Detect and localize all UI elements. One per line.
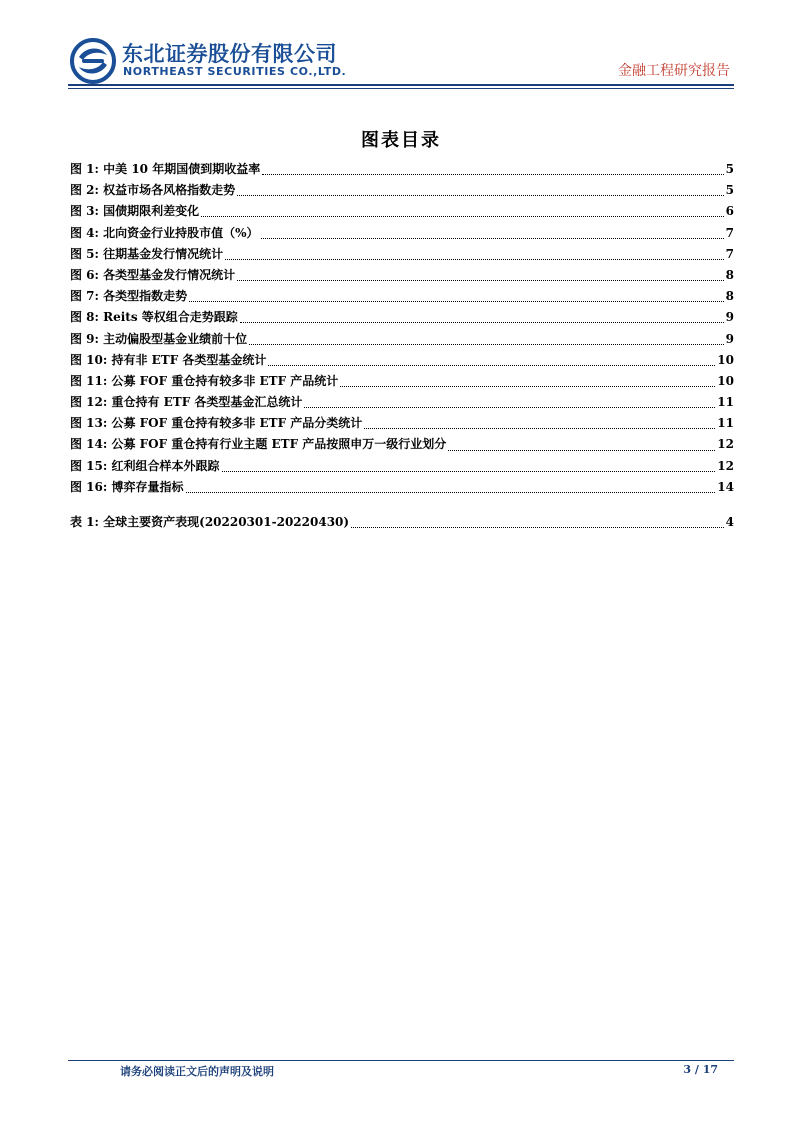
toc-figure-entry[interactable] (70, 266, 734, 287)
disclaimer-note[interactable]: 请务必阅读正文后的声明及说明 (120, 1065, 274, 1078)
table-of-contents (70, 160, 734, 534)
dot-leader (340, 386, 715, 387)
toc-entry-label[interactable]: 图 2: 权益市场各风格指数走势 (70, 183, 236, 198)
toc-figure-entry[interactable] (70, 160, 734, 181)
toc-entry-page[interactable]: 8 (725, 289, 734, 304)
table-list (70, 513, 734, 534)
dot-leader (364, 428, 715, 429)
report-type: 金融工程研究报告 (618, 63, 730, 79)
toc-entry-label[interactable]: 图 6: 各类型基金发行情况统计 (70, 267, 236, 282)
toc-entry-label[interactable]: 图 8: Reits 等权组合走势跟踪 (70, 310, 238, 325)
toc-entry-page[interactable]: 9 (725, 310, 734, 325)
dot-leader (240, 322, 724, 323)
dot-leader (304, 407, 715, 408)
toc-entry-page[interactable]: 10 (717, 373, 734, 388)
toc-entry-label[interactable]: 图 13: 公募 FOF 重仓持有较多非 ETF 产品分类统计 (70, 416, 363, 431)
header-divider-thin (68, 88, 734, 89)
northeast-securities-logo-icon (70, 38, 116, 84)
toc-entry-label[interactable]: 图 3: 国债期限利差变化 (70, 204, 200, 219)
toc-entry-label[interactable]: 图 12: 重仓持有 ETF 各类型基金汇总统计 (70, 395, 303, 410)
toc-entry-label[interactable]: 图 7: 各类型指数走势 (70, 289, 188, 304)
toc-figure-entry[interactable] (70, 372, 734, 393)
toc-entry-page[interactable]: 5 (725, 183, 734, 198)
company-name-en: NORTHEAST SECURITIES CO.,LTD. (123, 65, 347, 78)
footer-divider (68, 1060, 734, 1061)
toc-figure-entry[interactable] (70, 478, 734, 499)
company-name-cn: 东北证券股份有限公司 (122, 42, 337, 66)
toc-figure-entry[interactable] (70, 457, 734, 478)
dot-leader (262, 174, 723, 175)
toc-figure-entry[interactable] (70, 351, 734, 372)
toc-entry-label[interactable]: 图 11: 公募 FOF 重仓持有较多非 ETF 产品统计 (70, 373, 339, 388)
toc-figure-entry[interactable] (70, 245, 734, 266)
toc-entry-page[interactable]: 7 (725, 246, 734, 261)
toc-entry-page[interactable]: 5 (725, 162, 734, 176)
toc-entry-page[interactable]: 6 (725, 204, 734, 219)
dot-leader (222, 471, 716, 472)
toc-entry-label[interactable]: 图 16: 博弈存量指标 (70, 479, 184, 494)
dot-leader (237, 195, 724, 196)
toc-entry-label[interactable]: 图 14: 公募 FOF 重仓持有行业主题 ETF 产品按照申万一级行业划分 (70, 437, 447, 452)
dot-leader (249, 344, 724, 345)
dot-leader (351, 527, 724, 528)
toc-entry-page[interactable]: 12 (717, 437, 734, 452)
toc-figure-entry[interactable] (70, 435, 734, 456)
dot-leader (448, 450, 715, 451)
toc-figure-entry[interactable] (70, 202, 734, 223)
toc-figure-entry[interactable] (70, 330, 734, 351)
toc-entry-label[interactable]: 表 1: 全球主要资产表现(20220301-20220430) (70, 515, 350, 529)
figure-list (70, 160, 734, 499)
toc-figure-entry[interactable] (70, 181, 734, 202)
toc-figure-entry[interactable] (70, 393, 734, 414)
toc-entry-page[interactable]: 11 (717, 395, 734, 410)
dot-leader (261, 238, 724, 239)
toc-entry-label[interactable]: 图 1: 中美 10 年期国债到期收益率 (70, 162, 261, 176)
dot-leader (237, 280, 724, 281)
toc-entry-page[interactable]: 8 (725, 267, 734, 282)
dot-leader (225, 259, 724, 260)
dot-leader (189, 301, 724, 302)
toc-entry-label[interactable]: 图 5: 往期基金发行情况统计 (70, 246, 224, 261)
toc-entry-page[interactable]: 4 (725, 515, 734, 529)
toc-entry-page[interactable]: 9 (725, 331, 734, 346)
toc-table-entry[interactable] (70, 513, 734, 534)
dot-leader (186, 492, 716, 493)
toc-figure-entry[interactable] (70, 414, 734, 435)
header-divider (68, 84, 734, 86)
toc-entry-page[interactable]: 7 (725, 225, 734, 240)
toc-title: 图表目录 (361, 130, 441, 151)
toc-entry-label[interactable]: 图 9: 主动偏股型基金业绩前十位 (70, 331, 248, 346)
toc-entry-label[interactable]: 图 10: 持有非 ETF 各类型基金统计 (70, 352, 267, 367)
toc-entry-page[interactable]: 11 (717, 416, 734, 431)
toc-entry-page[interactable]: 12 (717, 458, 734, 473)
dot-leader (268, 365, 715, 366)
company-logo (70, 38, 370, 84)
toc-figure-entry[interactable] (70, 287, 734, 308)
page-number: 3 / 17 (683, 1063, 718, 1076)
toc-figure-entry[interactable] (70, 308, 734, 329)
toc-entry-page[interactable]: 10 (717, 352, 734, 367)
dot-leader (201, 216, 724, 217)
toc-entry-label[interactable]: 图 15: 红利组合样本外跟踪 (70, 458, 220, 473)
toc-figure-entry[interactable] (70, 224, 734, 245)
toc-entry-label[interactable]: 图 4: 北向资金行业持股市值（%） (70, 225, 259, 240)
toc-entry-page[interactable]: 14 (717, 479, 734, 494)
